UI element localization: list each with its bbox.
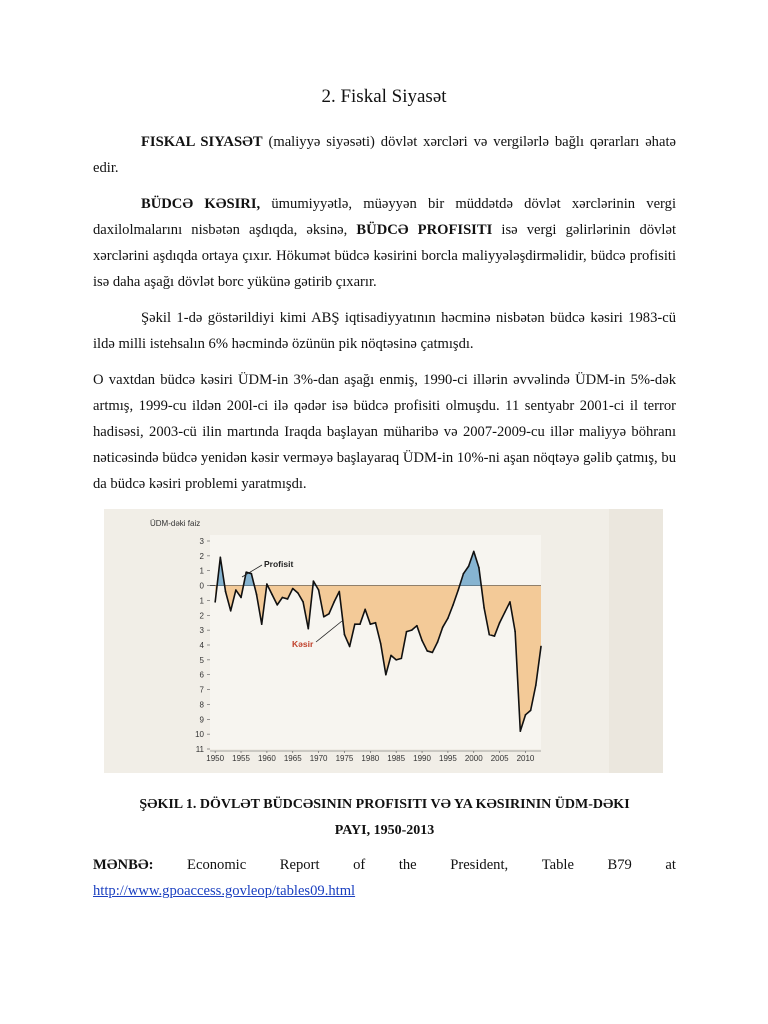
source-word: B79 — [607, 857, 632, 873]
budget-surplus-text: isə vergi gəlirlərinin dövlət xərclərini aşdıqda ortaya çıxır. Hökumət büdcə kəsirini borcla maliyyələşdirmәlidir, büdcə profisiti isə daha aşağı dövlət borc yükünə gətirib çıxarır. — [93, 222, 676, 290]
data-point — [406, 631, 408, 633]
data-point — [499, 622, 501, 624]
data-point — [432, 652, 434, 654]
term-budget-deficit: BÜDCƏ KƏSIRI, — [141, 196, 261, 212]
data-point — [220, 557, 222, 559]
x-tick-label: 1950 — [206, 754, 225, 763]
chart-photo — [104, 509, 663, 773]
source-link[interactable]: http://www.gpoaccess.govleop/tables09.html — [93, 883, 356, 899]
y-tick-label: 8 — [199, 700, 204, 710]
y-tick-label: 5 — [199, 655, 204, 665]
y-tick-label: 2 — [199, 611, 204, 621]
y-tick-label: 11 — [195, 745, 204, 754]
x-tick-label: 2000 — [464, 754, 483, 763]
source-label: MƏNBƏ: — [93, 857, 154, 873]
data-point — [380, 643, 382, 645]
x-tick-label: 1960 — [257, 754, 276, 763]
source-word: Report — [279, 857, 320, 873]
data-point — [354, 623, 356, 625]
data-point — [344, 634, 346, 636]
caption-line-2: PAYI, 1950-2013 — [334, 823, 435, 838]
data-point — [540, 646, 542, 648]
data-point — [395, 659, 397, 661]
source-word: at — [665, 857, 676, 873]
source-word: Economic — [187, 857, 247, 873]
data-point — [370, 623, 372, 625]
x-tick-label: 2005 — [490, 754, 509, 763]
data-point — [442, 626, 444, 628]
data-point — [261, 623, 263, 625]
data-point — [333, 601, 335, 603]
y-tick-label: 10 — [195, 730, 204, 740]
x-tick-label: 2010 — [516, 754, 535, 763]
budget-deficit-text: ümumiyyətlə, müəyyən bir müddətdə dövlət xərclərinin vergi daxilolmalarını nisbətən aşdıqda, əksinə, — [93, 196, 677, 238]
annotation-profisit: Profisit — [264, 559, 294, 569]
y-tick-label: 4 — [199, 641, 204, 650]
data-point — [483, 607, 485, 609]
figure-caption — [93, 792, 676, 844]
data-point — [276, 604, 278, 606]
data-point — [302, 601, 304, 603]
y-tick-label: 1 — [199, 566, 204, 576]
y-tick-label: 0 — [199, 581, 204, 591]
data-point — [338, 591, 340, 593]
budget-balance-chart — [104, 509, 663, 773]
data-point — [235, 589, 237, 591]
data-point — [494, 635, 496, 637]
source-block — [93, 852, 676, 904]
x-tick-label: 1985 — [387, 754, 406, 763]
section-title: 2. Fiskal Siyasət — [321, 86, 447, 107]
y-tick-label: 6 — [199, 670, 204, 680]
data-point — [359, 623, 361, 625]
fiscal-policy-text: (maliyyə siyəsəti) dövlət xərcləri və vergilərlə bağlı qərarları əhatə edir. — [93, 134, 676, 176]
y-tick-label: 2 — [199, 551, 204, 561]
y-tick-label: 3 — [199, 537, 204, 546]
paragraph-budget-deficit — [93, 191, 676, 295]
data-point — [468, 565, 470, 567]
data-point — [463, 573, 465, 575]
y-tick-label: 9 — [199, 715, 204, 725]
data-point — [307, 628, 309, 630]
data-point — [230, 610, 232, 612]
data-point — [364, 609, 366, 611]
data-point — [323, 616, 325, 618]
y-tick-label: 1 — [199, 596, 204, 606]
source-row — [93, 852, 676, 878]
data-point — [313, 580, 315, 582]
data-point — [214, 601, 216, 603]
data-point — [271, 594, 273, 596]
y-axis-label: ÜDM-dəki faiz — [150, 519, 201, 528]
x-tick-label: 1980 — [361, 754, 380, 763]
data-point — [401, 658, 403, 660]
caption-line-1: ŞƏKIL 1. DÖVLƏT BÜDCƏSININ PROFISITI VƏ YA KƏSIRININ ÜDM-DƏKI — [139, 797, 630, 812]
data-point — [282, 597, 284, 599]
x-tick-label: 1995 — [439, 754, 457, 763]
paragraph-fiscal-policy — [93, 129, 676, 181]
data-point — [530, 710, 532, 712]
data-point — [390, 655, 392, 657]
x-tick-label: 1965 — [283, 754, 302, 763]
data-point — [375, 622, 377, 624]
term-fiscal-policy: FISKAL SIYASƏT — [141, 134, 263, 150]
x-tick-label: 1970 — [309, 754, 328, 763]
data-point — [349, 646, 351, 648]
annotation-kesir: Kəsir — [292, 639, 314, 649]
data-point — [473, 551, 475, 553]
data-point — [514, 631, 516, 633]
source-word: of — [353, 857, 366, 873]
source-word: President, — [450, 857, 509, 873]
data-point — [292, 588, 294, 590]
data-point — [452, 604, 454, 606]
data-point — [457, 589, 459, 591]
data-point — [478, 567, 480, 569]
term-budget-surplus: BÜDCƏ PROFISITI — [356, 222, 493, 238]
book-edge — [609, 509, 663, 773]
data-point — [266, 583, 268, 585]
plot-area — [210, 535, 541, 749]
data-point — [447, 617, 449, 619]
data-point — [287, 598, 289, 600]
data-point — [251, 573, 253, 575]
data-point — [411, 629, 413, 631]
data-point — [509, 601, 511, 603]
data-point — [437, 641, 439, 643]
data-point — [245, 571, 247, 573]
data-point — [426, 650, 428, 652]
data-point — [416, 625, 418, 627]
x-tick-label: 1975 — [335, 754, 354, 763]
data-point — [240, 597, 242, 599]
x-tick-label: 1990 — [413, 754, 431, 763]
x-tick-label: 1955 — [232, 754, 250, 763]
data-point — [488, 634, 490, 636]
data-point — [535, 684, 537, 686]
y-tick-label: 3 — [199, 626, 204, 636]
data-point — [225, 591, 227, 593]
paragraph-deficit-history: O vaxtdan büdcə kəsiri ÜDM-in 3%-dan aşağı enmiş, 1990-ci illərin əvvəlində ÜDM-in 5%-dək artmış, 1999-cu ildən 200l-ci ilə qədər isə büdcə profisiti olmuşdu. 11 sentyabr 2001-ci il terror hadisəsi, 2003-cü ilin martında Iraqda başlayan müharibə və 2007-2009-cu illər maliyyə böhranı nəticəsində büdcə yenidən kəsir verməyə başlayaraq ÜDM-in 10%-ni aşan nöqtəyə gəlib çatmış, bu da büdcə kəsiri problemi yaratmışdı. — [93, 372, 676, 492]
source-word: the — [398, 857, 417, 873]
data-point — [504, 612, 506, 614]
data-point — [297, 592, 299, 594]
data-point — [318, 589, 320, 591]
data-point — [385, 674, 387, 676]
data-point — [421, 640, 423, 642]
data-point — [256, 594, 258, 596]
data-point — [525, 714, 527, 716]
source-word: Table — [541, 857, 574, 873]
data-point — [520, 730, 522, 732]
data-point — [328, 613, 330, 615]
paragraph-figure-reference: Şəkil 1-də göstərildiyi kimi ABŞ iqtisadiyyatının həcminə nisbətən büdcə kəsiri 1983-cü ildə milli istehsalın 6% həcmində özünün pik nöqtəsinə çatmışdı. — [93, 310, 676, 352]
y-tick-label: 7 — [199, 685, 204, 695]
